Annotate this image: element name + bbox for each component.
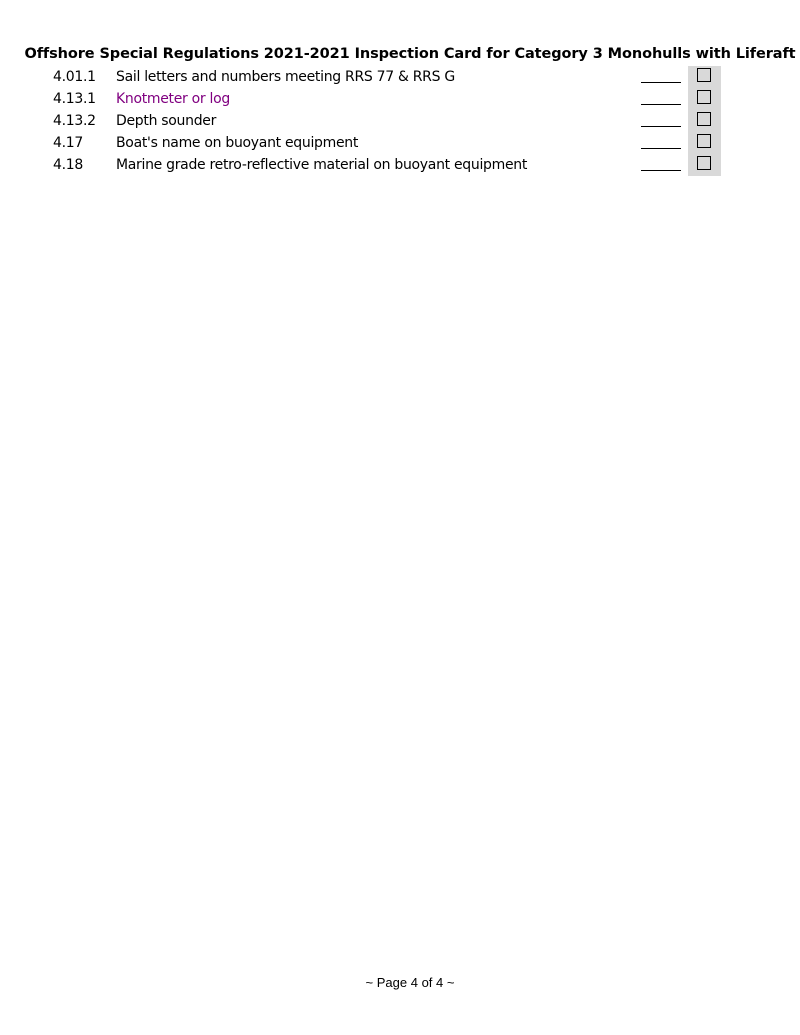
checklist-row xyxy=(0,132,800,154)
inspector-initials-blank[interactable] xyxy=(641,112,681,127)
item-description: Boat's name on buoyant equipment xyxy=(116,135,359,151)
item-number: 4.17 xyxy=(53,135,83,151)
checkbox[interactable] xyxy=(697,90,711,104)
item-description: Marine grade retro-reflective material on buoyant equipment xyxy=(116,157,528,173)
item-number: 4.13.1 xyxy=(53,91,96,107)
checkbox[interactable] xyxy=(697,112,711,126)
page-title: Offshore Special Regulations 2021-2021 Inspection Card for Category 3 Monohulls with Liferaft xyxy=(24,46,796,62)
item-description: Depth sounder xyxy=(116,113,217,129)
check-cell xyxy=(688,132,721,154)
check-cell xyxy=(688,88,721,110)
page-footer: ~ Page 4 of 4 ~ xyxy=(365,975,455,990)
checkbox[interactable] xyxy=(697,134,711,148)
item-description: Sail letters and numbers meeting RRS 77 & RRS G xyxy=(116,69,455,85)
check-cell xyxy=(688,154,721,176)
checkbox[interactable] xyxy=(697,156,711,170)
checklist-row xyxy=(0,66,800,88)
checkbox[interactable] xyxy=(697,68,711,82)
item-number: 4.13.2 xyxy=(53,113,96,129)
check-cell xyxy=(688,66,721,88)
item-number: 4.18 xyxy=(53,157,83,173)
inspector-initials-blank[interactable] xyxy=(641,156,681,171)
inspector-initials-blank[interactable] xyxy=(641,90,681,105)
checklist-row xyxy=(0,154,800,176)
item-number: 4.01.1 xyxy=(53,69,96,85)
check-cell xyxy=(688,110,721,132)
checklist-row xyxy=(0,88,800,110)
item-description-link[interactable]: Knotmeter or log xyxy=(116,91,230,107)
checklist xyxy=(0,66,800,176)
checklist-row xyxy=(0,110,800,132)
inspector-initials-blank[interactable] xyxy=(641,134,681,149)
inspector-initials-blank[interactable] xyxy=(641,68,681,83)
